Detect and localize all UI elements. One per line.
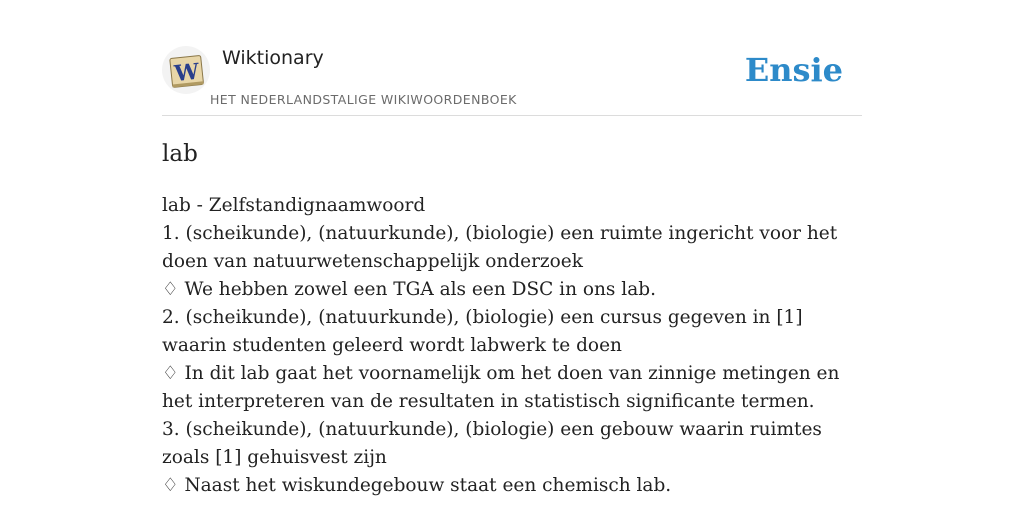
ensie-brand-logo[interactable]: Ensie [744, 51, 843, 89]
wiktionary-logo-icon [162, 46, 210, 94]
header [162, 0, 862, 116]
entry-title: lab [162, 141, 198, 167]
site-tagline: HET NEDERLANDSTALIGE WIKIWOORDENBOEK [210, 92, 517, 107]
example-1: ♢ We hebben zowel een TGA als een DSC in ons lab. [162, 279, 656, 300]
entry-content [162, 192, 866, 500]
site-name[interactable]: Wiktionary [222, 47, 324, 69]
example-2: ♢ In dit lab gaat het voornamelijk om het doen van zinnige metingen en het interpreteren van de resultaten in statistisch significante termen. [162, 363, 840, 412]
part-of-speech-line: lab - Zelfstandignaamwoord [162, 195, 426, 216]
definition-3: 3. (scheikunde), (natuurkunde), (biologie) een gebouw waarin ruimtes zoals [1] gehuisvest zijn [162, 419, 822, 468]
definition-2: 2. (scheikunde), (natuurkunde), (biologie) een cursus gegeven in [1] waarin studenten geleerd wordt labwerk te doen [162, 307, 803, 356]
definition-card [162, 0, 862, 512]
svg-text:W: W [173, 58, 201, 88]
example-3: ♢ Naast het wiskundegebouw staat een chemisch lab. [162, 475, 672, 496]
definition-1: 1. (scheikunde), (natuurkunde), (biologie) een ruimte ingericht voor het doen van natuurwetenschappelijk onderzoek [162, 223, 838, 272]
